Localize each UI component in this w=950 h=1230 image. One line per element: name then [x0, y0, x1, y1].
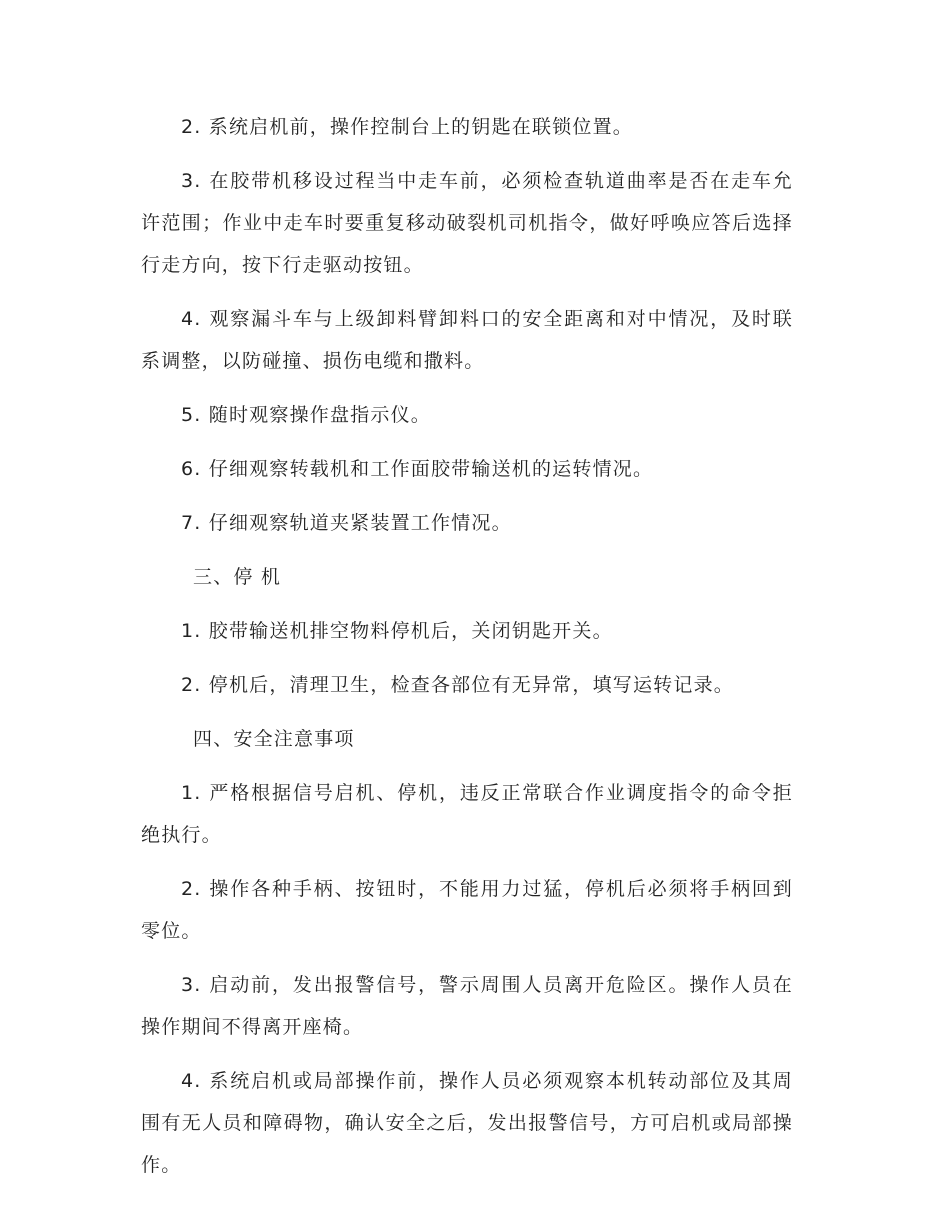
paragraph-operation-4: 4. 观察漏斗车与上级卸料臂卸料口的安全距离和对中情况，及时联系调整，以防碰撞、损伤电缆和撒料。 — [141, 308, 793, 372]
paragraph-safety-3: 3. 启动前，发出报警信号，警示周围人员离开危险区。操作人员在操作期间不得离开座椅。 — [141, 974, 793, 1038]
section-heading-shutdown: 三、停 机 — [193, 566, 282, 588]
paragraph-safety-1: 1. 严格根据信号启机、停机，违反正常联合作业调度指令的命令拒绝执行。 — [141, 782, 793, 846]
paragraph-operation-6: 6. 仔细观察转载机和工作面胶带输送机的运转情况。 — [181, 458, 654, 480]
paragraph-operation-3: 3. 在胶带机移设过程当中走车前，必须检查轨道曲率是否在走车允许范围；作业中走车时要重复移动破裂机司机指令，做好呼唤应答后选择行走方向，按下行走驱动按钮。 — [141, 170, 793, 276]
paragraph-shutdown-1: 1. 胶带输送机排空物料停机后，关闭钥匙开关。 — [181, 620, 613, 642]
section-heading-safety: 四、安全注意事项 — [193, 728, 355, 750]
paragraph-operation-2: 2. 系统启机前，操作控制台上的钥匙在联锁位置。 — [181, 116, 633, 138]
paragraph-operation-5: 5. 随时观察操作盘指示仪。 — [181, 404, 431, 426]
paragraph-operation-7: 7. 仔细观察轨道夹紧装置工作情况。 — [181, 512, 512, 534]
paragraph-shutdown-2: 2. 停机后，清理卫生，检查各部位有无异常，填写运转记录。 — [181, 674, 734, 696]
paragraph-safety-2: 2. 操作各种手柄、按钮时，不能用力过猛，停机后必须将手柄回到零位。 — [141, 878, 793, 942]
paragraph-safety-4: 4. 系统启机或局部操作前，操作人员必须观察本机转动部位及其周围有无人员和障碍物，确认安全之后，发出报警信号，方可启机或局部操作。 — [141, 1070, 793, 1176]
document-body — [141, 106, 793, 1198]
